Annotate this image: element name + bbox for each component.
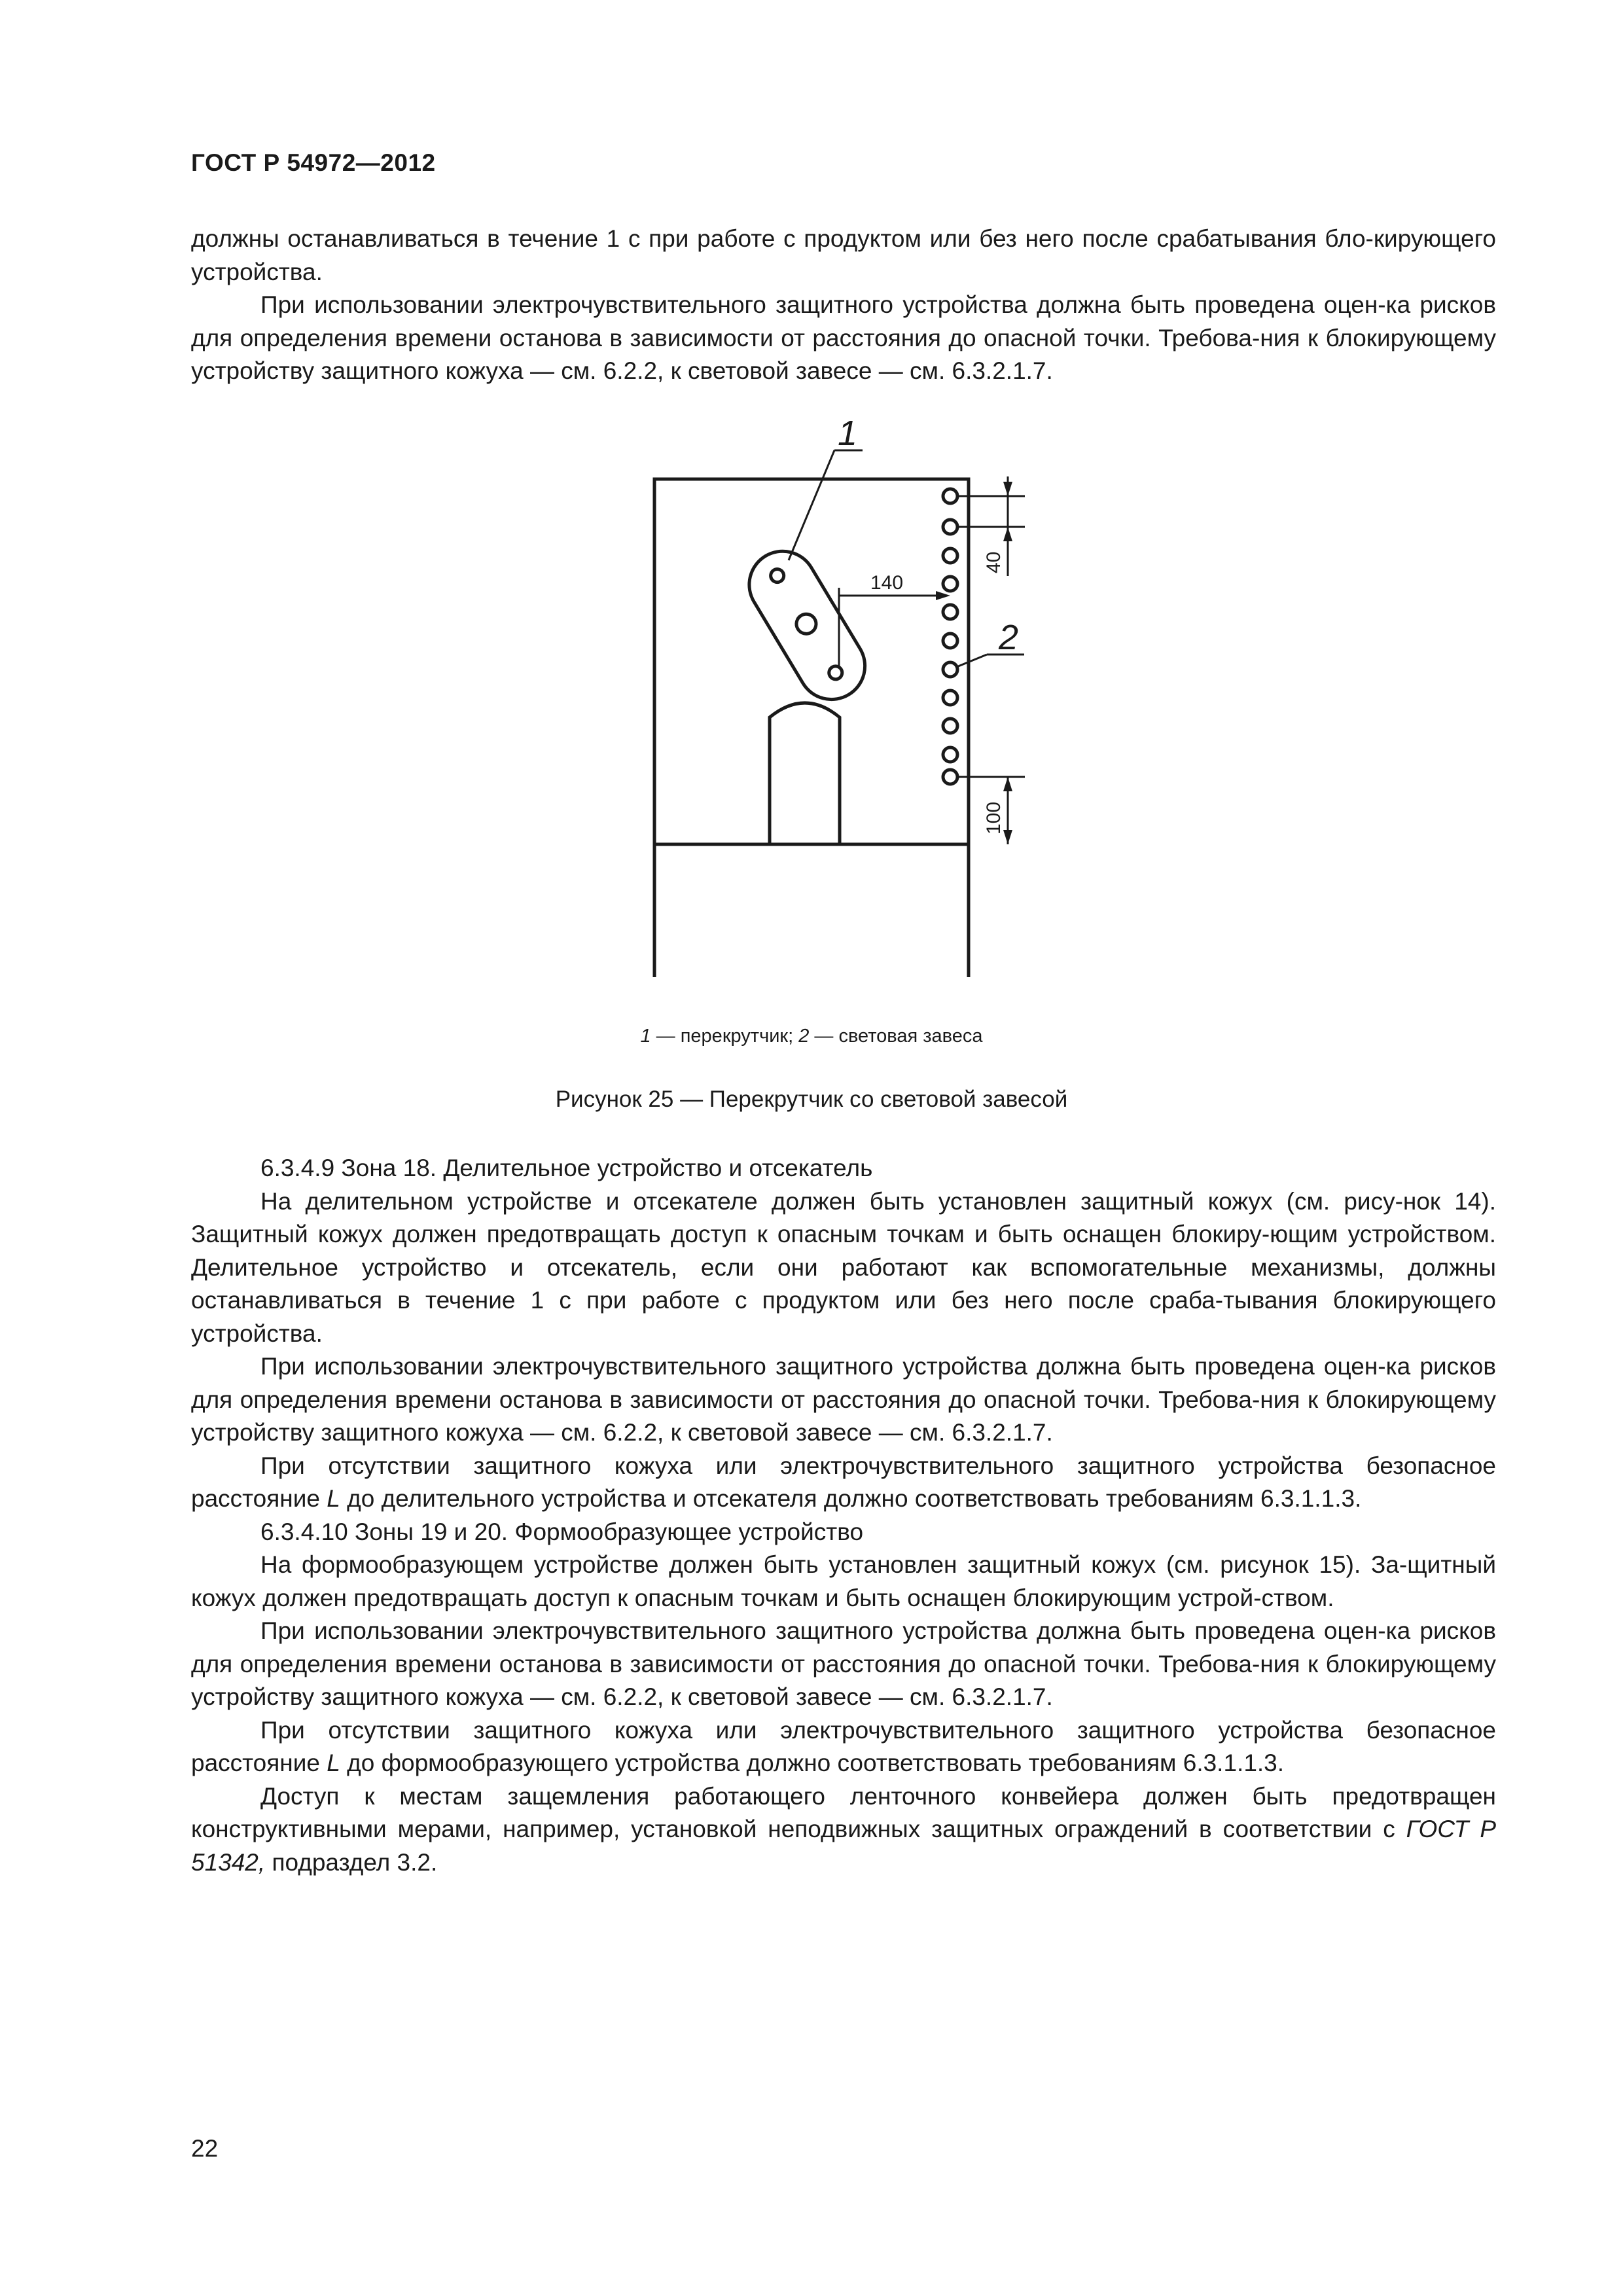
arrowhead xyxy=(1003,482,1012,496)
document-header: ГОСТ Р 54972—2012 xyxy=(191,149,436,176)
dimension-40: 40 xyxy=(983,551,1005,573)
section-heading: 6.3.4.9 Зона 18. Делительное устройство и отсекатель xyxy=(260,1155,873,1181)
figure-label-1: 1 xyxy=(838,414,858,453)
text-run: подраздел 3.2. xyxy=(265,1848,438,1876)
light-curtain-emitter xyxy=(943,489,957,503)
light-curtain-emitter xyxy=(943,747,957,762)
light-curtain-emitter xyxy=(943,577,957,591)
main-text xyxy=(191,1152,1496,1879)
text-run: При отсутствии защитного кожуха или электрочувствительного защитного устройства безопасное расстояние xyxy=(191,1452,1496,1512)
light-curtain-emitter xyxy=(943,634,957,648)
text-run: Доступ к местам защемления работающего ленточного конвейера должен быть предотвращен конструктивными мерами, например, установкой неподвижных защитных ограждений в соответствии с xyxy=(191,1782,1496,1842)
paragraph: При использовании электрочувствительного защитного устройства должна быть проведена оцен-ка рисков для определения времени останова в зависимости от расстояния до опасной точки. Требова-ния к блокирующему устройству защитного кожуха — см. 6.2.2, к световой завесе — см. 6.3.2.1.7. xyxy=(191,1353,1496,1446)
light-curtain-emitter xyxy=(943,548,957,563)
text-run: до формообразующего устройства должно соответствовать требованиям 6.3.1.1.3. xyxy=(340,1749,1285,1776)
light-curtain-emitter xyxy=(943,605,957,619)
figure-caption: Рисунок 25 — Перекрутчик со световой завесой xyxy=(555,1086,1068,1112)
light-curtain xyxy=(943,489,957,784)
legend-number: 2 xyxy=(798,1026,810,1047)
dimension-100: 100 xyxy=(983,801,1005,834)
dimension-140: 140 xyxy=(870,572,904,594)
light-curtain-emitter xyxy=(943,691,957,705)
symbol-L: L xyxy=(327,1485,340,1512)
light-curtain-emitter xyxy=(943,520,957,534)
legend-text: — перекрутчик; xyxy=(651,1026,799,1047)
legend-text: — световая завеса xyxy=(809,1026,983,1047)
text-run: При отсутствии защитного кожуха или электрочувствительного защитного устройства безопасное расстояние xyxy=(191,1716,1496,1776)
light-curtain-emitter xyxy=(943,770,957,784)
text-run: до делительного устройства и отсекателя должно соответствовать требованиям 6.3.1.1.3. xyxy=(340,1485,1362,1512)
machine-outline xyxy=(654,479,969,977)
figure-25-diagram xyxy=(0,0,1623,1021)
paragraph: На делительном устройстве и отсекателе должен быть установлен защитный кожух (см. рису-нок 14). Защитный кожух должен предотвращать доступ к опасным точкам и быть оснащен блокиру-ющим устройством. Делительное устройство и отсекатель, если они работают как вспомогательные механизмы, должны останавливаться в течение 1 с при работе с продуктом или без него после сраба-тывания блокирующего устройства. xyxy=(191,1187,1496,1347)
figure-label-2: 2 xyxy=(999,618,1019,657)
paragraph xyxy=(191,1714,1496,1780)
legend-number: 1 xyxy=(640,1026,651,1047)
page-number: 22 xyxy=(191,2135,219,2162)
paragraph xyxy=(191,1450,1496,1516)
arrowhead xyxy=(1003,830,1012,844)
figure-legend xyxy=(0,1026,1623,1047)
paragraph: должны останавливаться в течение 1 с при работе с продуктом или без него после срабатывания бло-кирующего устройства. xyxy=(191,225,1496,285)
light-curtain-emitter xyxy=(943,662,957,677)
arrowhead xyxy=(1003,777,1012,791)
light-curtain-emitter xyxy=(943,719,957,733)
arrowhead xyxy=(1003,527,1012,541)
paragraph: При использовании электрочувствительного защитного устройства должна быть проведена оцен-ка рисков для определения времени останова в зависимости от расстояния до опасной точки. Требова-ния к блокирующему устройству защитного кожуха — см. 6.2.2, к световой завесе — см. 6.3.2.1.7. xyxy=(191,291,1496,384)
forming-block xyxy=(770,703,840,844)
section-heading: 6.3.4.10 Зоны 19 и 20. Формообразующее устройство xyxy=(260,1518,864,1545)
twister-arm xyxy=(737,539,878,711)
paragraph xyxy=(191,1780,1496,1880)
arrowhead xyxy=(936,591,950,600)
paragraph: При использовании электрочувствительного защитного устройства должна быть проведена оцен-ка рисков для определения времени останова в зависимости от расстояния до опасной точки. Требова-ния к блокирующему устройству защитного кожуха — см. 6.2.2, к световой завесе — см. 6.3.2.1.7. xyxy=(191,1617,1496,1710)
standard-reference: ГОСТ Р 51342, xyxy=(191,1816,1496,1876)
paragraph: На формообразующем устройстве должен быть установлен защитный кожух (см. рисунок 15). За-щитный кожух должен предотвращать доступ к опасным точкам и быть оснащен блокирующим устрой-ством. xyxy=(191,1551,1496,1611)
symbol-L: L xyxy=(327,1749,340,1776)
leader-1 xyxy=(789,450,834,560)
